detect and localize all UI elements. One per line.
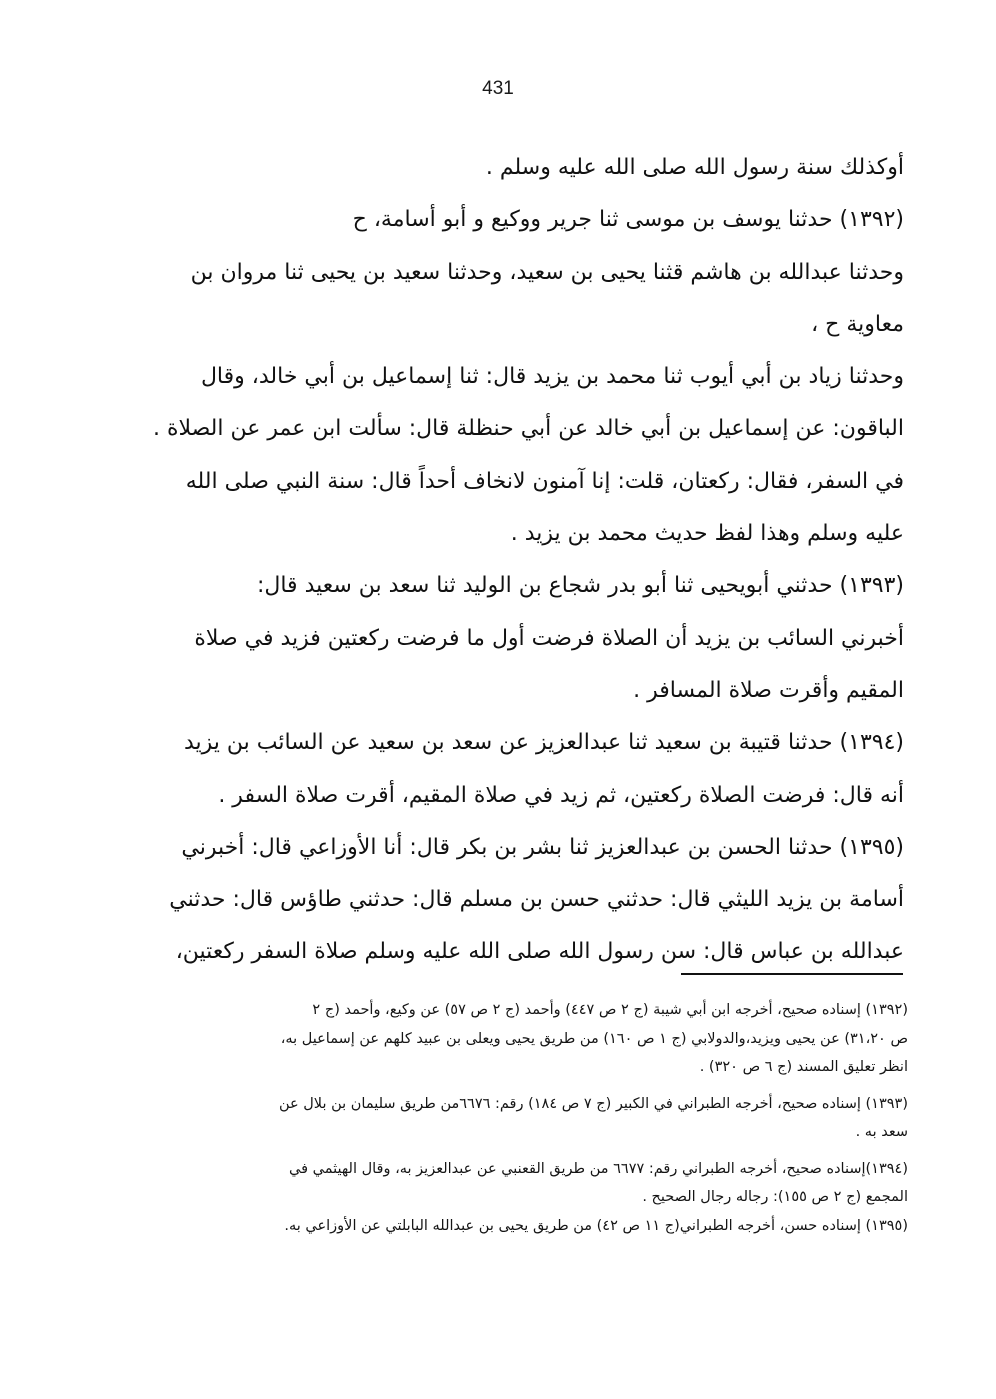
main-text [108, 142, 904, 979]
footnote-1393 [108, 1090, 908, 1147]
footnote-line: (١٣٩٤)إسناده صحيح، أخرجه الطبراني رقم: ٦٦٧٧ من طريق القعنبي عن عبدالعزيز به، وقال الهيثمي في [289, 1160, 908, 1177]
text-line: أنه قال: فرضت الصلاة ركعتين، ثم زيد في صلاة المقيم، أقرت صلاة السفر . [218, 782, 904, 808]
footnote-divider [681, 973, 903, 975]
text-line: (١٣٩٤) حدثنا قتيبة بن سعيد ثنا عبدالعزيز عن سعد بن سعيد عن السائب بن يزيد [183, 730, 904, 756]
footnote-1394 [108, 1155, 908, 1212]
text-line: (١٣٩٥) حدثنا الحسن بن عبدالعزيز ثنا بشر بن بكر قال: أنا الأوزاعي قال: أخبرني [181, 834, 904, 860]
text-line: عبدالله بن عباس قال: سن رسول الله صلى الله عليه وسلم صلاة السفر ركعتين، [175, 939, 904, 965]
page-number: 431 [482, 78, 514, 99]
footnote-line: (١٣٩٥) إسناده حسن، أخرجه الطبراني(ج ١١ ص ٤٢) من طريق يحيى بن عبدالله البابلتي عن الأوزاعي به. [284, 1217, 908, 1234]
text-line: أوكذلك سنة رسول الله صلى الله عليه وسلم . [485, 155, 904, 180]
text-line: وحدثنا زياد بن أبي أيوب ثنا محمد بن يزيد قال: ثنا إسماعيل بن أبي خالد، وقال [200, 364, 904, 390]
text-line: الباقون: عن إسماعيل بن أبي خالد عن أبي حنظلة قال: سألت ابن عمر عن الصلاة . [152, 416, 904, 442]
footnote-1392 [108, 996, 908, 1082]
text-line: (١٣٩٣) حدثني أبويحيى ثنا أبو بدر شجاع بن الوليد ثنا سعد بن سعيد قال: [256, 573, 904, 599]
text-line: أسامة بن يزيد الليثي قال: حدثني حسن بن مسلم قال: حدثني طاؤس قال: حدثني [169, 887, 904, 913]
footnote-line: انظر تعليق المسند (ج ٦ ص ٣٢٠) . [699, 1059, 908, 1075]
footnotes [108, 996, 908, 1240]
footnote-line: (١٣٩٢) إسناده صحيح، أخرجه ابن أبي شيبة (ج ٢ ص ٤٤٧) وأحمد (ج ٢ ص ٥٧) عن وكيع، وأحمد (ج ٢ [312, 1002, 908, 1018]
footnote-line: سعد به . [855, 1124, 908, 1140]
text-line: وحدثنا عبدالله بن هاشم قثنا يحيى بن سعيد، وحدثنا سعيد بن يحيى ثنا مروان بن [190, 259, 904, 285]
text-line: في السفر، فقال: ركعتان، قلت: إنا آمنون لانخاف أحداً قال: سنة النبي صلى الله [185, 468, 904, 494]
footnote-line: المجمع (ج ٢ ص ١٥٥): رجاله رجال الصحيح . [642, 1189, 908, 1205]
text-line: معاوية ح ، [811, 311, 904, 337]
text-line: عليه وسلم وهذا لفظ حديث محمد بن يزيد . [510, 521, 904, 547]
footnote-line: ص ٣١،٢٠) عن يحيى ويزيد،والدولابي (ج ١ ص ١٦٠) من طريق يحيى ويعلى بن عبيد كلهم عن إسماعيل به، [280, 1030, 908, 1047]
text-line: المقيم وأقرت صلاة المسافر . [633, 677, 904, 703]
footnote-1395 [108, 1212, 908, 1241]
text-line: (١٣٩٢) حدثنا يوسف بن موسى ثنا جرير ووكيع و أبو أسامة، ح [352, 207, 904, 233]
text-line: أخبرني السائب بن يزيد أن الصلاة فرضت أول ما فرضت ركعتين فزيد في صلاة [194, 625, 904, 651]
footnote-line: (١٣٩٣) إسناده صحيح، أخرجه الطبراني في الكبير (ج ٧ ص ١٨٤) رقم: ٦٦٧٦من طريق سليمان بن بلال عن [278, 1095, 908, 1112]
